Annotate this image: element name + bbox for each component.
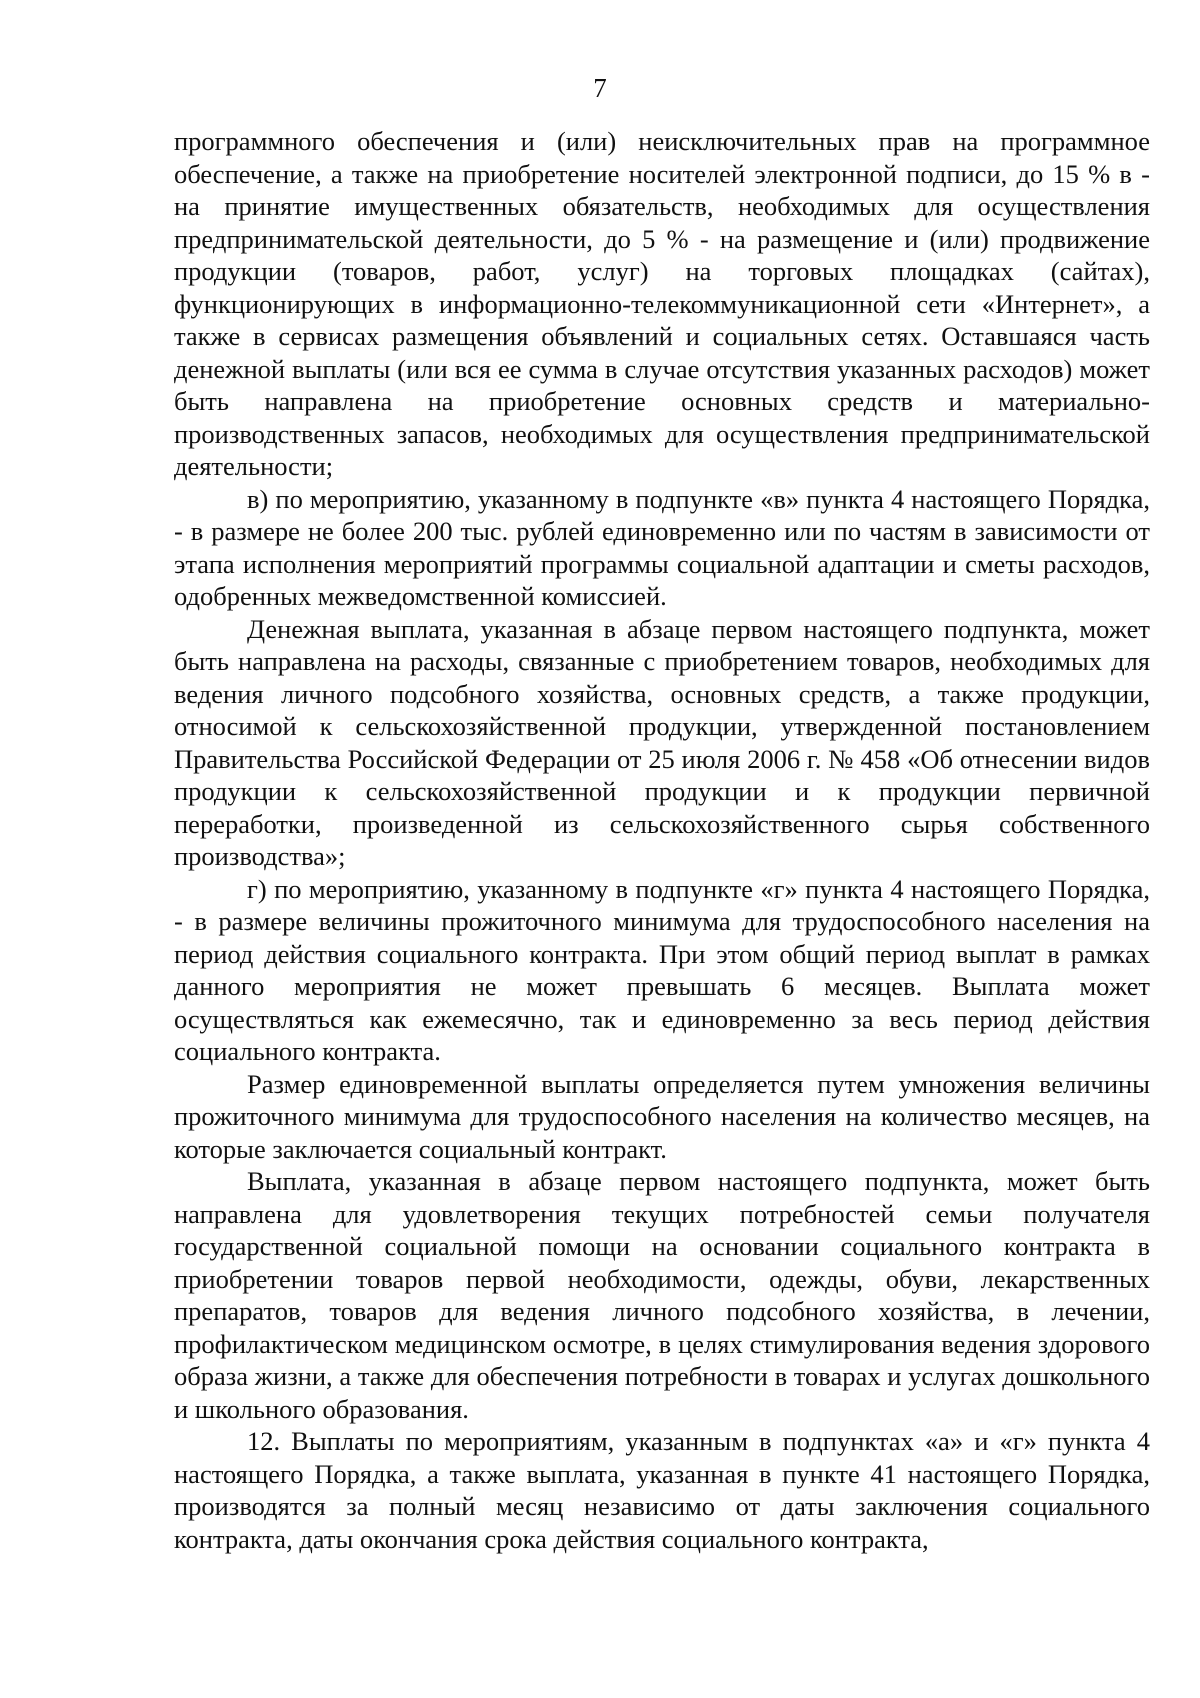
paragraph-lump-sum-size: Размер единовременной выплаты определяется путем умножения величины прожиточного минимума для трудоспособного населения на количество месяцев, на которые заключается социальный контракт. — [174, 1068, 1150, 1164]
paragraph-item-12: 12. Выплаты по мероприятиям, указанным в подпунктах «а» и «г» пункта 4 настоящего Порядка, а также выплата, указанная в пункте 41 настоящего Порядка, производятся за полный месяц независимо от даты заключения социального контракта, даты окончания срока действия социального контракта, — [174, 1426, 1150, 1554]
paragraph-subitem-g: г) по мероприятию, указанному в подпункте «г» пункта 4 настоящего Порядка, - в размере величины прожиточного минимума для трудоспособного населения на период действия социального контракта. При этом общий период выплат в рамках данного мероприятия не может превышать 6 месяцев. Выплата может осуществляться как ежемесячно, так и единовременно за весь период действия социального контракта. — [174, 873, 1150, 1066]
paragraph-cash-payment-usage: Денежная выплата, указанная в абзаце первом настоящего подпункта, может быть направлена на расходы, связанные с приобретением товаров, необходимых для ведения личного подсобного хозяйства, основных средств, а также продукции, относимой к сельскохозяйственной продукции, утвержденной постановлением Правительства Российской Федерации от 25 июля 2006 г. № 458 «Об отнесении видов продукции к сельскохозяйственной продукции и к продукции первичной переработки, произведенной из сельскохозяйственного сырья собственного производства»; — [174, 613, 1150, 871]
paragraph-continuation: программного обеспечения и (или) неисключительных прав на программное обеспечение, а также на приобретение носителей электронной подписи, до 15 % в - на принятие имущественных обязательств, необходимых для осуществления предпринимательской деятельности, до 5 % - на размещение и (или) продвижение продукции (товаров, работ, услуг) на торговых площадках (сайтах), функционирующих в информационно-телекоммуникационной сети «Интернет», а также в сервисах размещения объявлений и социальных сетях. Оставшаяся часть денежной выплаты (или вся ее сумма в случае отсутствия указанных расходов) может быть направлена на приобретение основных средств и материально-производственных запасов, необходимых для осуществления предпринимательской деятельности; — [174, 126, 1150, 481]
paragraph-payment-purpose: Выплата, указанная в абзаце первом настоящего подпункта, может быть направлена для удовлетворения текущих потребностей семьи получателя государственной социальной помощи на основании социального контракта в приобретении товаров первой необходимости, одежды, обуви, лекарственных препаратов, товаров для ведения личного подсобного хозяйства, в лечении, профилактическом медицинском осмотре, в целях стимулирования ведения здорового образа жизни, а также для обеспечения потребности в товарах и услугах дошкольного и школьного образования. — [174, 1166, 1150, 1424]
page-number: 7 — [593, 73, 607, 103]
document-body — [174, 125, 1150, 1555]
paragraph-subitem-v: в) по мероприятию, указанному в подпункте «в» пункта 4 настоящего Порядка, - в размере не более 200 тыс. рублей единовременно или по частям в зависимости от этапа исполнения мероприятий программы социальной адаптации и сметы расходов, одобренных межведомственной комиссией. — [174, 483, 1150, 611]
